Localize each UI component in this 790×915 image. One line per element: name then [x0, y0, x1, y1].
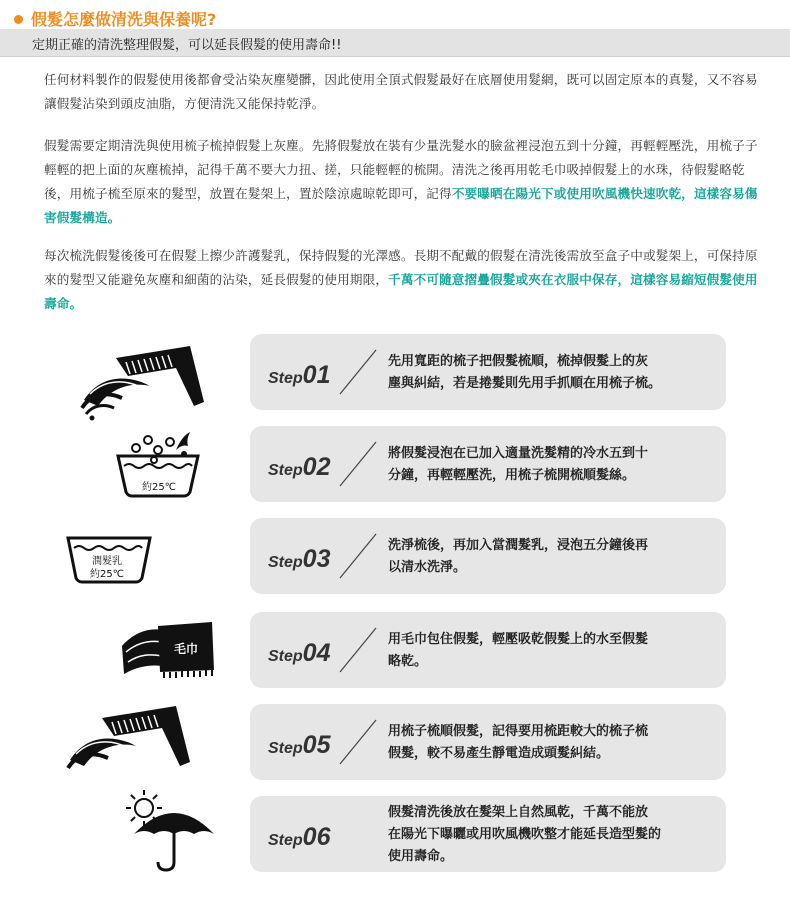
subtitle-bar	[0, 29, 790, 57]
paragraph-1	[44, 68, 760, 116]
title-row	[0, 6, 790, 30]
step-text: 先用寬距的梳子把假髮梳順，梳掉假髮上的灰 塵與糾結，若是捲髮則先用手抓順在用梳子梳。	[388, 354, 662, 391]
step-04-card	[250, 612, 726, 688]
step-01-card	[250, 334, 726, 410]
temperature-label: 約25℃	[142, 482, 176, 493]
step-text: 洗淨梳後，再加入當潤髮乳，浸泡五分鐘後再 以清水洗淨。	[388, 538, 649, 575]
step-label: Step03	[268, 545, 331, 573]
paragraph-text: 假髮需要定期清洗與使用梳子梳掉假髮上灰塵。先將假髮放在裝有少量洗髮水的臉盆裡浸泡五到十分鐘，再輕輕壓洗，用梳子子輕輕的把上面的灰塵梳掉，記得千萬不要大力扭、搓，只能輕輕的梳開。清洗之後再用乾毛巾吸掉假髮上的水珠，待假髮略乾後，用梳子梳至原來的髮型，放置在髮架上，置於陰涼處晾乾即可，記得	[44, 138, 758, 201]
step-label: Step04	[268, 639, 331, 667]
step-text: 用梳子梳順假髮，記得要用梳距較大的梳子梳 假髮，較不易產生靜電造成頭髮糾結。	[388, 724, 649, 761]
basin-conditioner-icon	[64, 530, 154, 586]
paragraph-highlight: 千萬不可隨意摺疊假髮或夾在衣服中保存，這樣容易縮短假髮使用壽命。	[44, 272, 758, 311]
slash-divider-icon	[338, 626, 378, 674]
step-03-card	[250, 518, 726, 594]
towel-icon	[118, 616, 218, 680]
step-text: 用毛巾包住假髮，輕壓吸乾假髮上的水至假髮 略乾。	[388, 632, 649, 669]
page-title: 假髮怎麼做清洗與保養呢?	[31, 10, 217, 29]
paragraph-text: 每次梳洗假髮後後可在假髮上擦少許護髮乳，保持假髮的光澤感。長期不配戴的假髮在清洗後需放至盒子中或髮架上，可保持原來的髮型又能避免灰塵和細菌的沾染，延長假髮的使用期限，	[44, 248, 758, 287]
step-02-card	[250, 426, 726, 502]
temperature-label: 約25℃	[90, 569, 124, 580]
step-text: 將假髮浸泡在已加入適量洗髮精的冷水五到十 分鐘，再輕輕壓洗，用梳子梳開梳順髮絲。	[388, 446, 649, 483]
slash-divider-icon	[338, 348, 378, 396]
bullet-dot-icon	[14, 15, 23, 24]
page-subtitle: 定期正確的清洗整理假髮，可以延長假髮的使用壽命!!	[32, 38, 342, 53]
paragraph-2	[44, 134, 760, 230]
comb-hair-icon	[72, 342, 212, 422]
paragraph-3	[44, 244, 760, 316]
header	[0, 0, 790, 60]
basin-bubbles-icon	[108, 430, 208, 502]
step-label: Step01	[268, 361, 331, 389]
step-label: Step02	[268, 453, 331, 481]
step-label: Step05	[268, 731, 331, 759]
step-05-card	[250, 704, 726, 780]
step-label: Step06	[268, 823, 331, 851]
slash-divider-icon	[338, 532, 378, 580]
sun-umbrella-icon	[118, 784, 218, 876]
slash-divider-icon	[338, 718, 378, 766]
conditioner-label: 潤髮乳	[92, 556, 122, 567]
paragraph-highlight: 不要曝晒在陽光下或使用吹風機快速吹乾，這樣容易傷害假髮構造。	[44, 186, 758, 225]
towel-label: 毛巾	[174, 642, 199, 656]
step-text: 假髮清洗後放在髮架上自然風乾，千萬不能放 在陽光下曝曬或用吹風機吹整才能延長造型髮的 使用壽命。	[388, 805, 662, 864]
comb-hair-icon	[58, 702, 198, 782]
paragraph-text: 任何材料製作的假髮使用後都會受沾染灰塵變髒，因此使用全頂式假髮最好在底層使用髮網，既可以固定原本的真髮，又不容易讓假髮沾染到頭皮油脂，方便清洗又能保持乾淨。	[44, 72, 758, 111]
slash-divider-icon	[338, 440, 378, 488]
step-06-card	[250, 796, 726, 872]
